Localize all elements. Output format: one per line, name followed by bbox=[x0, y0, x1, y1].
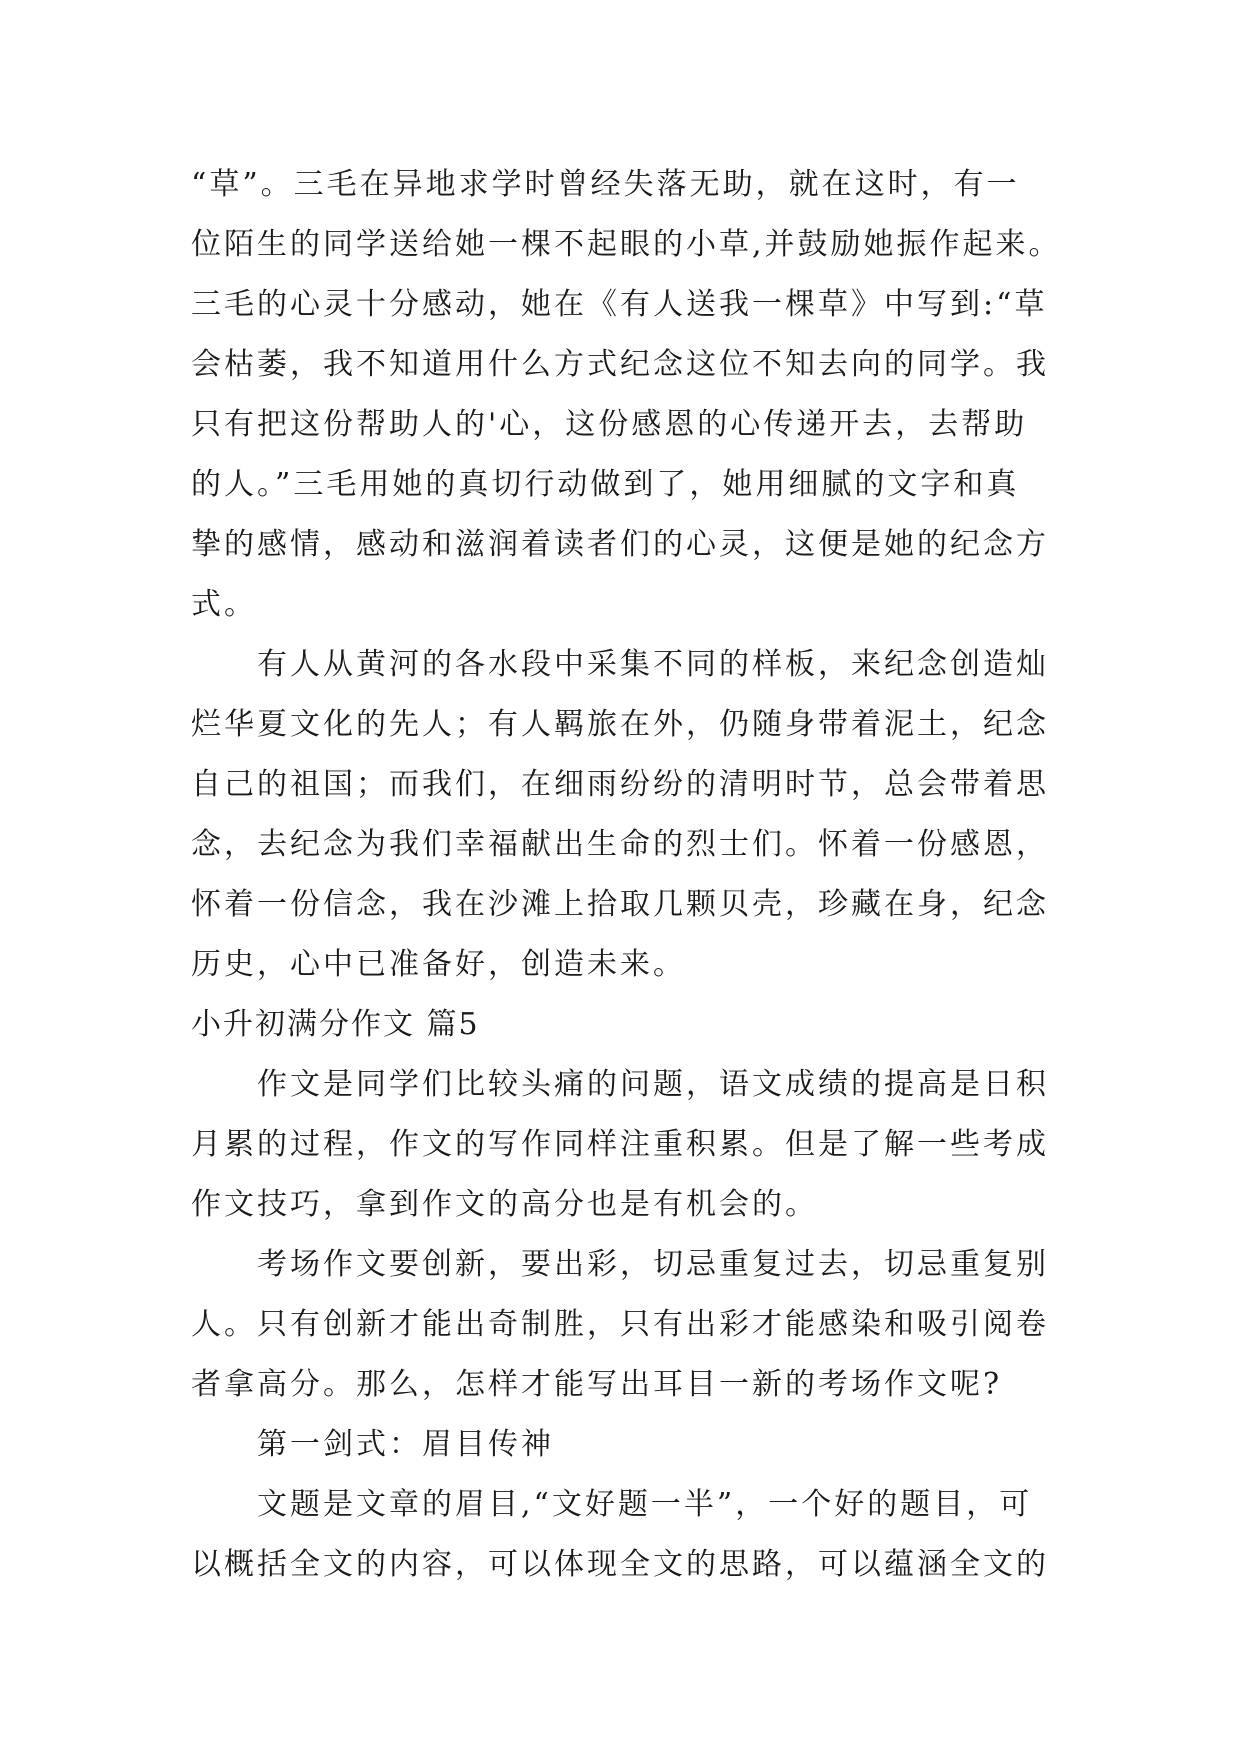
text-line: 自己的祖国；而我们，在细雨纷纷的清明时节，总会带着思 bbox=[191, 767, 1049, 802]
document-body bbox=[191, 155, 1071, 1595]
subheading-line: 第一剑式：眉目传神 bbox=[257, 1427, 554, 1462]
text-line: 式。 bbox=[191, 587, 257, 622]
paragraph-start-line: 文题是文章的眉目,“文好题一半”，一个好的题目，可 bbox=[257, 1487, 1033, 1522]
text-line: 只有把这份帮助人的'心，这份感恩的心传递开去，去帮助 bbox=[191, 407, 1028, 442]
text-line: 挚的感情，感动和滋润着读者们的心灵，这便是她的纪念方 bbox=[191, 527, 1049, 562]
text-line: 月累的过程，作文的写作同样注重积累。但是了解一些考成 bbox=[191, 1127, 1049, 1162]
text-line: 人。只有创新才能出奇制胜，只有出彩才能感染和吸引阅卷 bbox=[191, 1307, 1049, 1342]
text-line: 念，去纪念为我们幸福献出生命的烈士们。怀着一份感恩， bbox=[191, 827, 1049, 862]
text-line: “草”。三毛在异地求学时曾经失落无助，就在这时，有一 bbox=[191, 167, 1020, 202]
text-line: 作文技巧，拿到作文的高分也是有机会的。 bbox=[191, 1187, 818, 1222]
text-line: 历史，心中已准备好，创造未来。 bbox=[191, 947, 686, 982]
text-line: 怀着一份信念，我在沙滩上拾取几颗贝壳，珍藏在身，纪念 bbox=[191, 887, 1049, 922]
text-line: 以概括全文的内容，可以体现全文的思路，可以蕴涵全文的 bbox=[191, 1547, 1049, 1582]
text-line: 的人。”三毛用她的真切行动做到了，她用细腻的文字和真 bbox=[191, 467, 1020, 502]
section-heading: 小升初满分作文 篇5 bbox=[191, 1007, 480, 1042]
text-line: 三毛的心灵十分感动，她在《有人送我一棵草》中写到:“草 bbox=[191, 287, 1048, 322]
text-line: 烂华夏文化的先人；有人羁旅在外，仍随身带着泥土，纪念 bbox=[191, 707, 1049, 742]
paragraph-start-line: 有人从黄河的各水段中采集不同的样板，来纪念创造灿 bbox=[257, 647, 1049, 682]
text-line: 位陌生的同学送给她一棵不起眼的小草,并鼓励她振作起来。 bbox=[191, 227, 1062, 262]
paragraph-start-line: 考场作文要创新，要出彩，切忌重复过去，切忌重复别 bbox=[257, 1247, 1049, 1282]
paragraph-start-line: 作文是同学们比较头痛的问题，语文成绩的提高是日积 bbox=[257, 1067, 1049, 1102]
text-line: 会枯萎，我不知道用什么方式纪念这位不知去向的同学。我 bbox=[191, 347, 1049, 382]
text-line: 者拿高分。那么，怎样才能写出耳目一新的考场作文呢? bbox=[191, 1367, 1003, 1402]
